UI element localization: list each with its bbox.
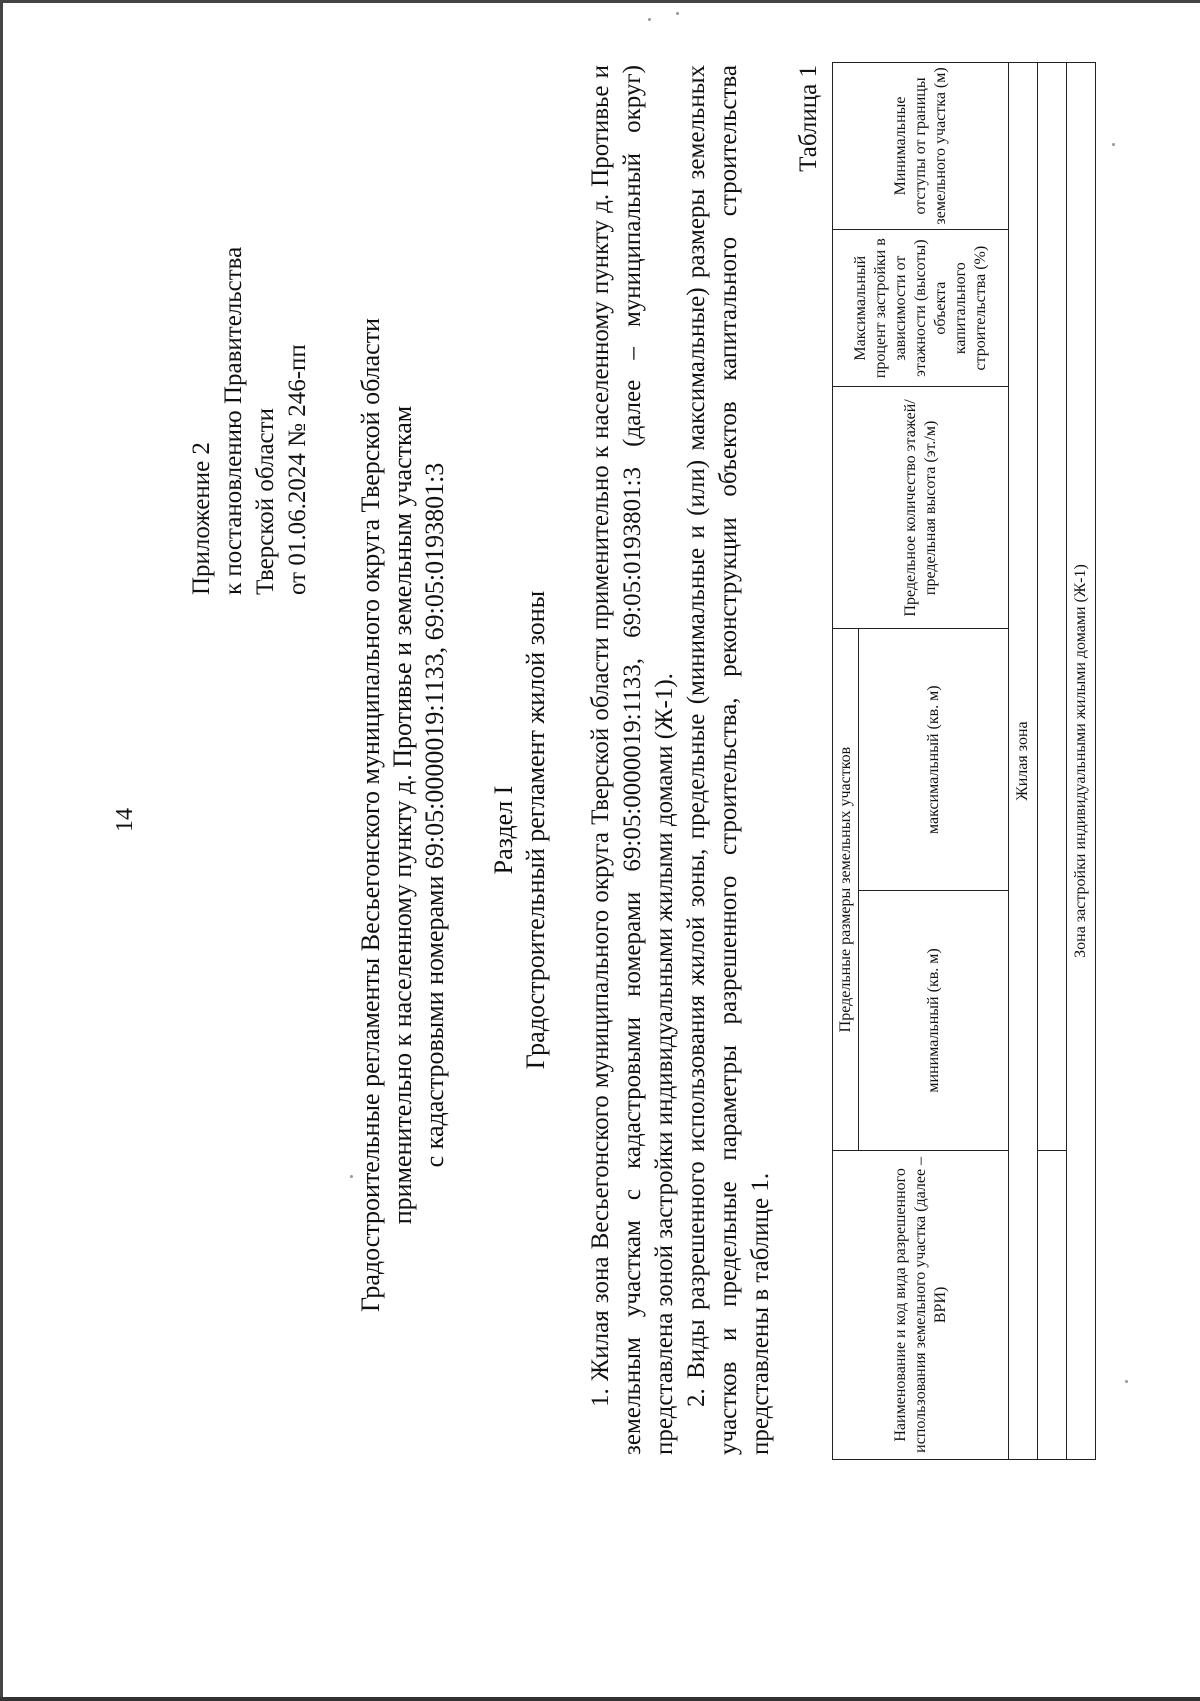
header-plot-sizes: Предельные размеры земельных участков <box>833 629 859 1150</box>
table-row <box>1067 63 1096 1460</box>
page-number: 14 <box>112 808 138 832</box>
scan-edge-top <box>0 0 1200 3</box>
header-max-area: максимальный (кв. м) <box>859 629 1009 891</box>
header-floors-height: Предельное количество этажей/предельная высота (эт./м) <box>833 387 1009 629</box>
table-row <box>1009 63 1038 1460</box>
paragraph-1: 1. Жилая зона Весьегонского муниципального округа Тверской области применительно к населенному пункту д. Противье и земельным участкам с кадастровыми номерами 69:05:0000019:1133, 69:05:0193801:3 (далее – муниципальный округ) представлена зоной застройки индивидуальными жилыми домами (Ж-1). <box>587 65 678 1455</box>
scan-edge-bottom <box>0 1697 1200 1701</box>
appendix-line: Приложение 2 <box>188 442 215 595</box>
header-min-area: минимальный (кв. м) <box>859 891 1009 1151</box>
section-heading <box>488 230 552 1430</box>
appendix-line: от 01.06.2024 № 246-пп <box>284 344 311 595</box>
header-min-setbacks: Минимальные отступы от границы земельного участка (м) <box>833 63 1009 230</box>
appendix-line: Тверской области <box>252 408 279 595</box>
appendix-block <box>186 115 314 595</box>
title-line: Градостроительные регламенты Весьегонского муниципального округа Тверской области <box>356 318 385 1312</box>
title-line: с кадастровыми номерами 69:05:0000019:1133, 69:05:0193801:3 <box>420 462 449 1168</box>
subzone-cell: Зона застройки индивидуальными жилыми домами (Ж-1) <box>1067 63 1096 1460</box>
rotated-page <box>20 20 1180 1680</box>
zone-cell: Жилая зона <box>1009 63 1038 1460</box>
body-text <box>585 65 777 1455</box>
scan-speck <box>676 12 679 15</box>
appendix-line: к постановлению Правительства <box>220 246 247 595</box>
section-label: Раздел I <box>489 785 518 875</box>
table-row <box>1038 63 1067 1460</box>
header-max-coverage: Максимальный процент застройки в зависимости от этажности (высоты) объекта капитального строительства (%) <box>833 229 1009 387</box>
blank-cell <box>1038 63 1067 1151</box>
scan-edge-left <box>0 0 3 1701</box>
regulations-table <box>832 62 1096 1460</box>
document-title <box>355 105 451 1525</box>
section-title: Градостроительный регламент жилой зоны <box>521 590 550 1070</box>
table-caption: Таблица 1 <box>795 65 822 172</box>
blank-cell <box>1038 1150 1067 1459</box>
table-header-row <box>833 63 859 1460</box>
title-line: применительно к населенному пункту д. Противье и земельным участкам <box>388 405 417 1225</box>
header-name-code: Наименование и код вида разрешенного использования земельного участка (далее – ВРИ) <box>833 1150 1009 1459</box>
paragraph-2: 2. Виды разрешенного использования жилой зоны, предельные (минимальные и (или) максимальные) размеры земельных участков и предельные параметры разрешенного строительства, реконструкции объектов капитального строительства представлены в таблице 1. <box>683 65 774 1455</box>
